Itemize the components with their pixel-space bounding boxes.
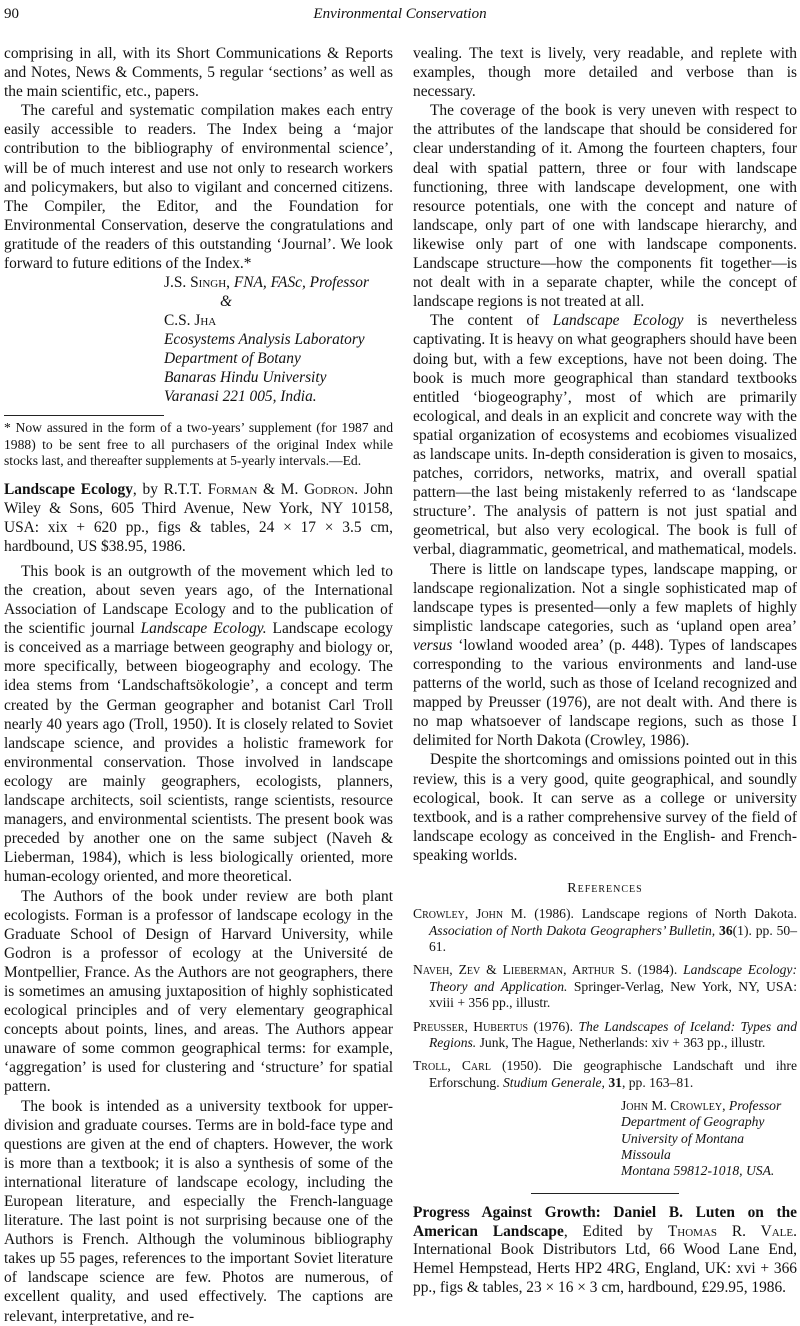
book-details: . International Book Distributors Ltd, 66 Wood Lane End, Hemel Hempstead, Herts HP2 4RG, England, UK: xvi + 366 pp., figs & tables, 23 × 16 × 3 cm, hardbound, £29.95, 1986. — [413, 1222, 797, 1296]
text-run: Landscape Ecology — [552, 312, 684, 330]
affiliation-line: Banaras Hindu University — [164, 369, 327, 387]
paragraph: The coverage of the book is very uneven with respect to the attributes of the landscape that should be considered for clear understanding of it. Among the fourteen chapters, four deal with spatial pattern, three or four with landscape functioning, three with landscape development, one with resource potentials, one with the concept and nature of landscape, only part of one with landscape hierarchy, and likewise only part of one with landscape components. Landscape structure—how the components fit together—is not dealt with in a separate chapter, while the concept of landscape regions is not treated at all. — [413, 102, 797, 311]
text-run: There is little on landscape types, landscape mapping, or landscape regionalization. Not a single sophisticated map of landscape types is presented—only a few maplets of highly simplistic landscape categories, such as ‘upland open area’ — [413, 560, 797, 635]
signature-name: John M. Crowley, — [621, 1098, 726, 1114]
paragraph: The careful and systematic compilation makes each entry easily accessible to readers. The Index being a ‘major contribution to the bibliography of environmental science’, will be of much interest and use not only to research workers and policymakers, but also to vigilant and concerned citizens. The Compiler, the Editor, and the Foundation for Environmental Conservation, deserve the congratulations and gratitude of the readers of this outstanding ‘Journal’. We look forward to future editions of the Index.* — [4, 102, 393, 273]
paragraph — [413, 560, 797, 751]
ref-author: Troll, Carl — [413, 1058, 491, 1074]
book-editor: Thomas R. Vale — [667, 1222, 794, 1240]
text-run: Association of North Dakota Geographers’ Bulletin, — [429, 922, 716, 938]
ampersand: & — [220, 293, 232, 311]
text-run: (1950). Die geographische Landschaft und ihre Erforschung. — [429, 1058, 797, 1090]
text-run: Junk, The Hague, Netherlands: xiv + 363 pp., illustr. — [476, 1034, 766, 1050]
text-run: (1976). — [528, 1018, 579, 1034]
book-authors: Forman & M. Godron — [207, 480, 355, 498]
paragraph: The Authors of the book under review are both plant ecologists. Forman is a professor of landscape ecology in the Graduate School of Design of Harvard University, while Godron is a professor of ecology at the Université de Montpellier, France. As the Authors are not geographers, there is sometimes an amusing juxtaposition of highly sophisticated ecological principles and of very elementary geographical concepts about points, lines, and areas. The Authors appear unaware of some common geographical terms: for example, ‘aggregation’ is used for clustering and ‘structure’ for spatial pattern. — [4, 887, 393, 1096]
affiliation-line: Ecosystems Analysis Laboratory — [164, 331, 365, 349]
book-heading — [413, 1204, 797, 1297]
signature-name: J.S. Singh, — [164, 274, 230, 292]
text-run: is nevertheless captivating. It is heavy on what geographers should have been doing but, with a few exceptions, have not been doing. The book is much more geographical than standard textbooks entitled ‘biogeography’, most of which are primarily ecological, and deals in an explicit and concrete way with the spatial organization of ecosystems and ecobiomes visualized as landscape units. In-depth consideration is given to mosaics, patches, corridors, networks, matrix, and overall spatial pattern—the last being mistakenly referred to as ‘landscape structure’. The analysis of pattern is not just spatial and geometrical, but also very ecological. The book is full of verbal, diagrammatic, geometrical, and mathematical, models. — [413, 312, 797, 559]
signature-title: FNA, FASc, Professor — [233, 274, 369, 292]
paragraph: vealing. The text is lively, very readable, and replete with examples, though more detailed and verbose than is necessary. — [413, 45, 797, 101]
affiliation-line: Department of Botany — [164, 350, 301, 368]
left-column — [4, 44, 393, 1326]
ref-author: Crowley, John M. — [413, 906, 527, 922]
footnote: * Now assured in the form of a two-years’ supplement (for 1987 and 1988) to be sent free to all purchasers of the original Index while stocks last, and thereafter supplements at 5-yearly intervals.—Ed. — [4, 420, 393, 469]
section-rule — [531, 1193, 679, 1194]
reference-item — [413, 1058, 797, 1091]
text-run: ‘lowland wooded area’ (p. 448). Types of landscapes corresponding to the various environments and land-use patterns of the world, such as those of Iceland recognized and mapped by Preusser (1976), are not dealt with. And there is no map whatsoever of landscape regions, such as those I delimited for North Dakota (Crowley, 1986). — [413, 636, 797, 750]
book-title: Landscape Ecology — [4, 480, 133, 498]
signature-line — [621, 1098, 797, 1114]
affiliation-line: Missoula — [621, 1146, 671, 1162]
text-run: Landscape ecology is conceived as a marriage between geography and biology or, more specifically, between biogeography and ecology. The idea stems from ‘Landschaftsökologie’, a concept and term created by the German geographer and botanist Carl Troll nearly 40 years ago (Troll, 1950). It is closely related to Soviet landscape science, and provides a holistic framework for environmental conservation. Those involved in landscape ecology are mainly geographers, ecologists, planners, landscape architects, soil scientists, range scientists, resource managers, and environmental scientists. The present book was preceded by another one on the same subject (Naveh & Lieberman, 1984), which is less biologically oriented, more human-ecology oriented, and more theoretical. — [4, 620, 393, 886]
affiliation-line: Department of Geography — [621, 1114, 765, 1130]
paragraph: Despite the shortcomings and omissions pointed out in this review, this is a very good, quite geographical, and soundly ecological, book. It can serve as a college or university textbook, and is a rather comprehensive survey of the field of landscape ecology as conceived in the English- and French-speaking worlds. — [413, 751, 797, 864]
text-run: The content of — [430, 312, 553, 330]
text-run: 36 — [715, 922, 733, 938]
signature-block — [164, 273, 393, 406]
signature-name: C.S. Jha — [164, 312, 217, 330]
signature-block — [621, 1098, 797, 1179]
reference-item — [413, 906, 797, 955]
book-by: , Edited by — [563, 1222, 668, 1240]
paragraph: The book is intended as a university textbook for upper-division and graduate courses. Terms are in bold-face type and questions are given at the end of chapters. However, the work is more than a textbook; it is also a synthesis of some of the international literature of landscape ecology, including the European literature, and especially the French-language literature. The last point is not surprising because one of the Authors is French. Although the voluminous bibliography takes up 55 pages, references to the important Soviet literature of landscape science are few. Photos are numerous, of excellent quality, and used effectively. The captions are relevant, interpretative, and re- — [4, 1097, 393, 1325]
affiliation-line: University of Montana — [621, 1130, 745, 1146]
book-details: . John Wiley & Sons, 605 Third Avenue, New York, NY 10158, USA: xix + 620 pp., figs & tables, 24 × 17 × 3.5 cm, hardbound, US $38.95, 1986. — [4, 480, 393, 555]
book-heading — [4, 480, 393, 556]
book-title: Progress Against Growth: Daniel B. Luten on the American Landscape — [413, 1204, 797, 1240]
book-by: , by R.T.T. — [132, 480, 208, 498]
page-number: 90 — [4, 6, 19, 22]
text-run: Springer-Verlag, New York, NY, USA: xviii + 356 pp., illustr. — [429, 978, 798, 1011]
paragraph — [4, 562, 393, 887]
text-run: 31 — [604, 1074, 622, 1090]
references-heading: References — [567, 881, 643, 897]
text-run: versus — [413, 636, 453, 654]
affiliation-line: Varanasi 221 005, India. — [164, 388, 317, 406]
text-run: , pp. 163–81. — [621, 1074, 694, 1090]
paragraph: comprising in all, with its Short Communications & Reports and Notes, News & Comments, 5 regular ‘sections’ as well as the main scientific, etc., papers. — [4, 45, 393, 101]
footnote-rule — [4, 415, 164, 416]
text-run: The Landscapes of Iceland: Types and Regions. — [429, 1018, 797, 1050]
text-run: (1). pp. 50–61. — [429, 922, 797, 954]
text-run: This book is an outgrowth of the movement which led to the creation, about seven years ago, of the International Association of Landscape Ecology and to the publication of the scientific journal — [4, 562, 393, 638]
text-run: (1986). Landscape regions of North Dakota. — [526, 906, 797, 922]
journal-title: Environmental Conservation — [313, 6, 487, 22]
paragraph — [413, 311, 797, 559]
right-column — [413, 44, 797, 1297]
reference-item — [413, 1019, 797, 1052]
text-run: Landscape Ecology: Theory and Application. — [429, 962, 797, 994]
affiliation-line: Montana 59812-1018, USA. — [621, 1163, 775, 1178]
text-run: Studium Generale, — [503, 1074, 605, 1090]
signature-line — [164, 273, 393, 292]
text-run: Landscape Ecology. — [140, 620, 267, 638]
signature-title: Professor — [728, 1098, 782, 1114]
page-header — [4, 6, 796, 28]
text-run: (1984). — [631, 962, 684, 978]
ref-author: Naveh, Zev & Lieberman, Arthur S. — [413, 962, 632, 978]
reference-item — [413, 962, 797, 1011]
ref-author: Preusser, Hubertus — [413, 1018, 529, 1034]
